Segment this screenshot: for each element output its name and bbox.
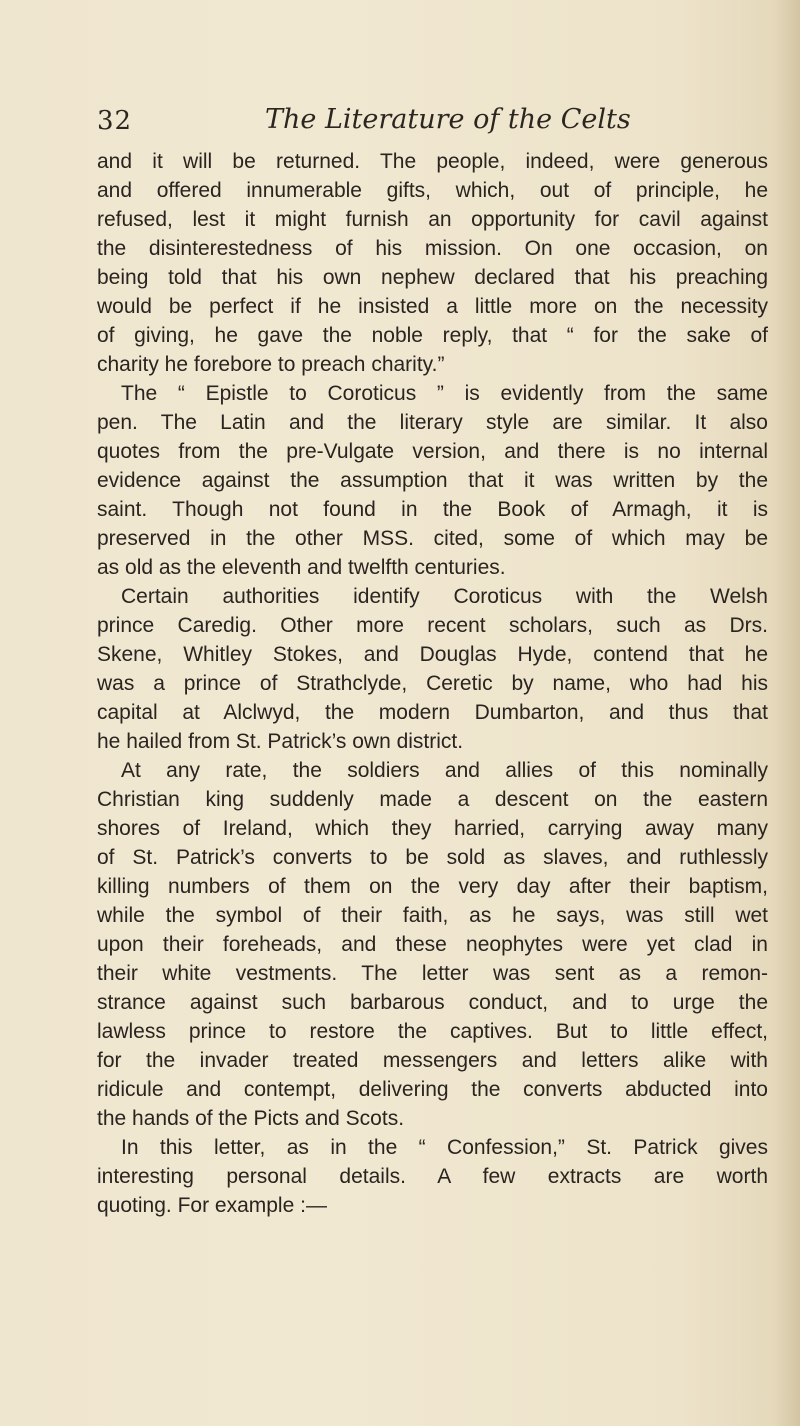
text-line: preserved in the other MSS. cited, some of which may be — [97, 527, 768, 550]
page-edge-shadow — [774, 0, 800, 1426]
text-line: as old as the eleventh and twelfth centuries. — [97, 556, 506, 579]
text-line: Christian king suddenly made a descent on the eastern — [97, 788, 768, 811]
text-line: of giving, he gave the noble reply, that “ for the sake of — [97, 324, 768, 347]
text-line: Certain authorities identify Coroticus with the Welsh — [121, 585, 768, 608]
text-line: interesting personal details. A few extracts are worth — [97, 1165, 768, 1188]
text-line: evidence against the assumption that it was written by the — [97, 469, 768, 492]
text-line: being told that his own nephew declared that his preaching — [97, 266, 768, 289]
text-line: would be perfect if he insisted a little more on the necessity — [97, 295, 768, 318]
page-number: 32 — [97, 106, 133, 136]
text-line: quotes from the pre-Vulgate version, and there is no internal — [97, 440, 768, 463]
text-line: he hailed from St. Patrick’s own district. — [97, 730, 464, 753]
text-line: the disinterestedness of his mission. On one occasion, on — [97, 237, 768, 260]
text-line: The “ Epistle to Coroticus ” is evidently from the same — [121, 382, 768, 405]
text-line: At any rate, the soldiers and allies of this nominally — [121, 759, 768, 782]
text-line: lawless prince to restore the captives. But to little effect, — [97, 1020, 768, 1043]
text-line: while the symbol of their faith, as he says, was still wet — [97, 904, 768, 927]
body-text — [97, 147, 768, 1220]
text-line: for the invader treated messengers and letters alike with — [97, 1049, 768, 1072]
running-title: The Literature of the Celts — [265, 104, 631, 135]
text-line: prince Caredig. Other more recent scholars, such as Drs. — [97, 614, 768, 637]
text-line: capital at Alclwyd, the modern Dumbarton, and thus that — [97, 701, 768, 724]
text-line: and offered innumerable gifts, which, out of principle, he — [97, 179, 768, 202]
text-line: shores of Ireland, which they harried, carrying away many — [97, 817, 768, 840]
text-line: charity he forebore to preach charity.” — [97, 353, 445, 376]
text-line: was a prince of Strathclyde, Ceretic by name, who had his — [97, 672, 768, 695]
text-line: the hands of the Picts and Scots. — [97, 1107, 405, 1130]
text-line: In this letter, as in the “ Confession,” St. Patrick gives — [121, 1136, 768, 1159]
text-line: upon their foreheads, and these neophytes were yet clad in — [97, 933, 768, 956]
running-head — [97, 100, 737, 144]
text-line: of St. Patrick’s converts to be sold as slaves, and ruthlessly — [97, 846, 768, 869]
text-line: killing numbers of them on the very day after their baptism, — [97, 875, 768, 898]
text-line: ridicule and contempt, delivering the converts abducted into — [97, 1078, 768, 1101]
text-line: refused, lest it might furnish an opportunity for cavil against — [97, 208, 768, 231]
text-line: saint. Though not found in the Book of Armagh, it is — [97, 498, 768, 521]
text-line: strance against such barbarous conduct, and to urge the — [97, 991, 768, 1014]
text-line: quoting. For example :— — [97, 1194, 327, 1217]
text-line: their white vestments. The letter was sent as a remon- — [97, 962, 768, 985]
text-line: pen. The Latin and the literary style are similar. It also — [97, 411, 768, 434]
text-line: and it will be returned. The people, indeed, were generous — [97, 150, 768, 173]
text-line: Skene, Whitley Stokes, and Douglas Hyde, contend that he — [97, 643, 768, 666]
